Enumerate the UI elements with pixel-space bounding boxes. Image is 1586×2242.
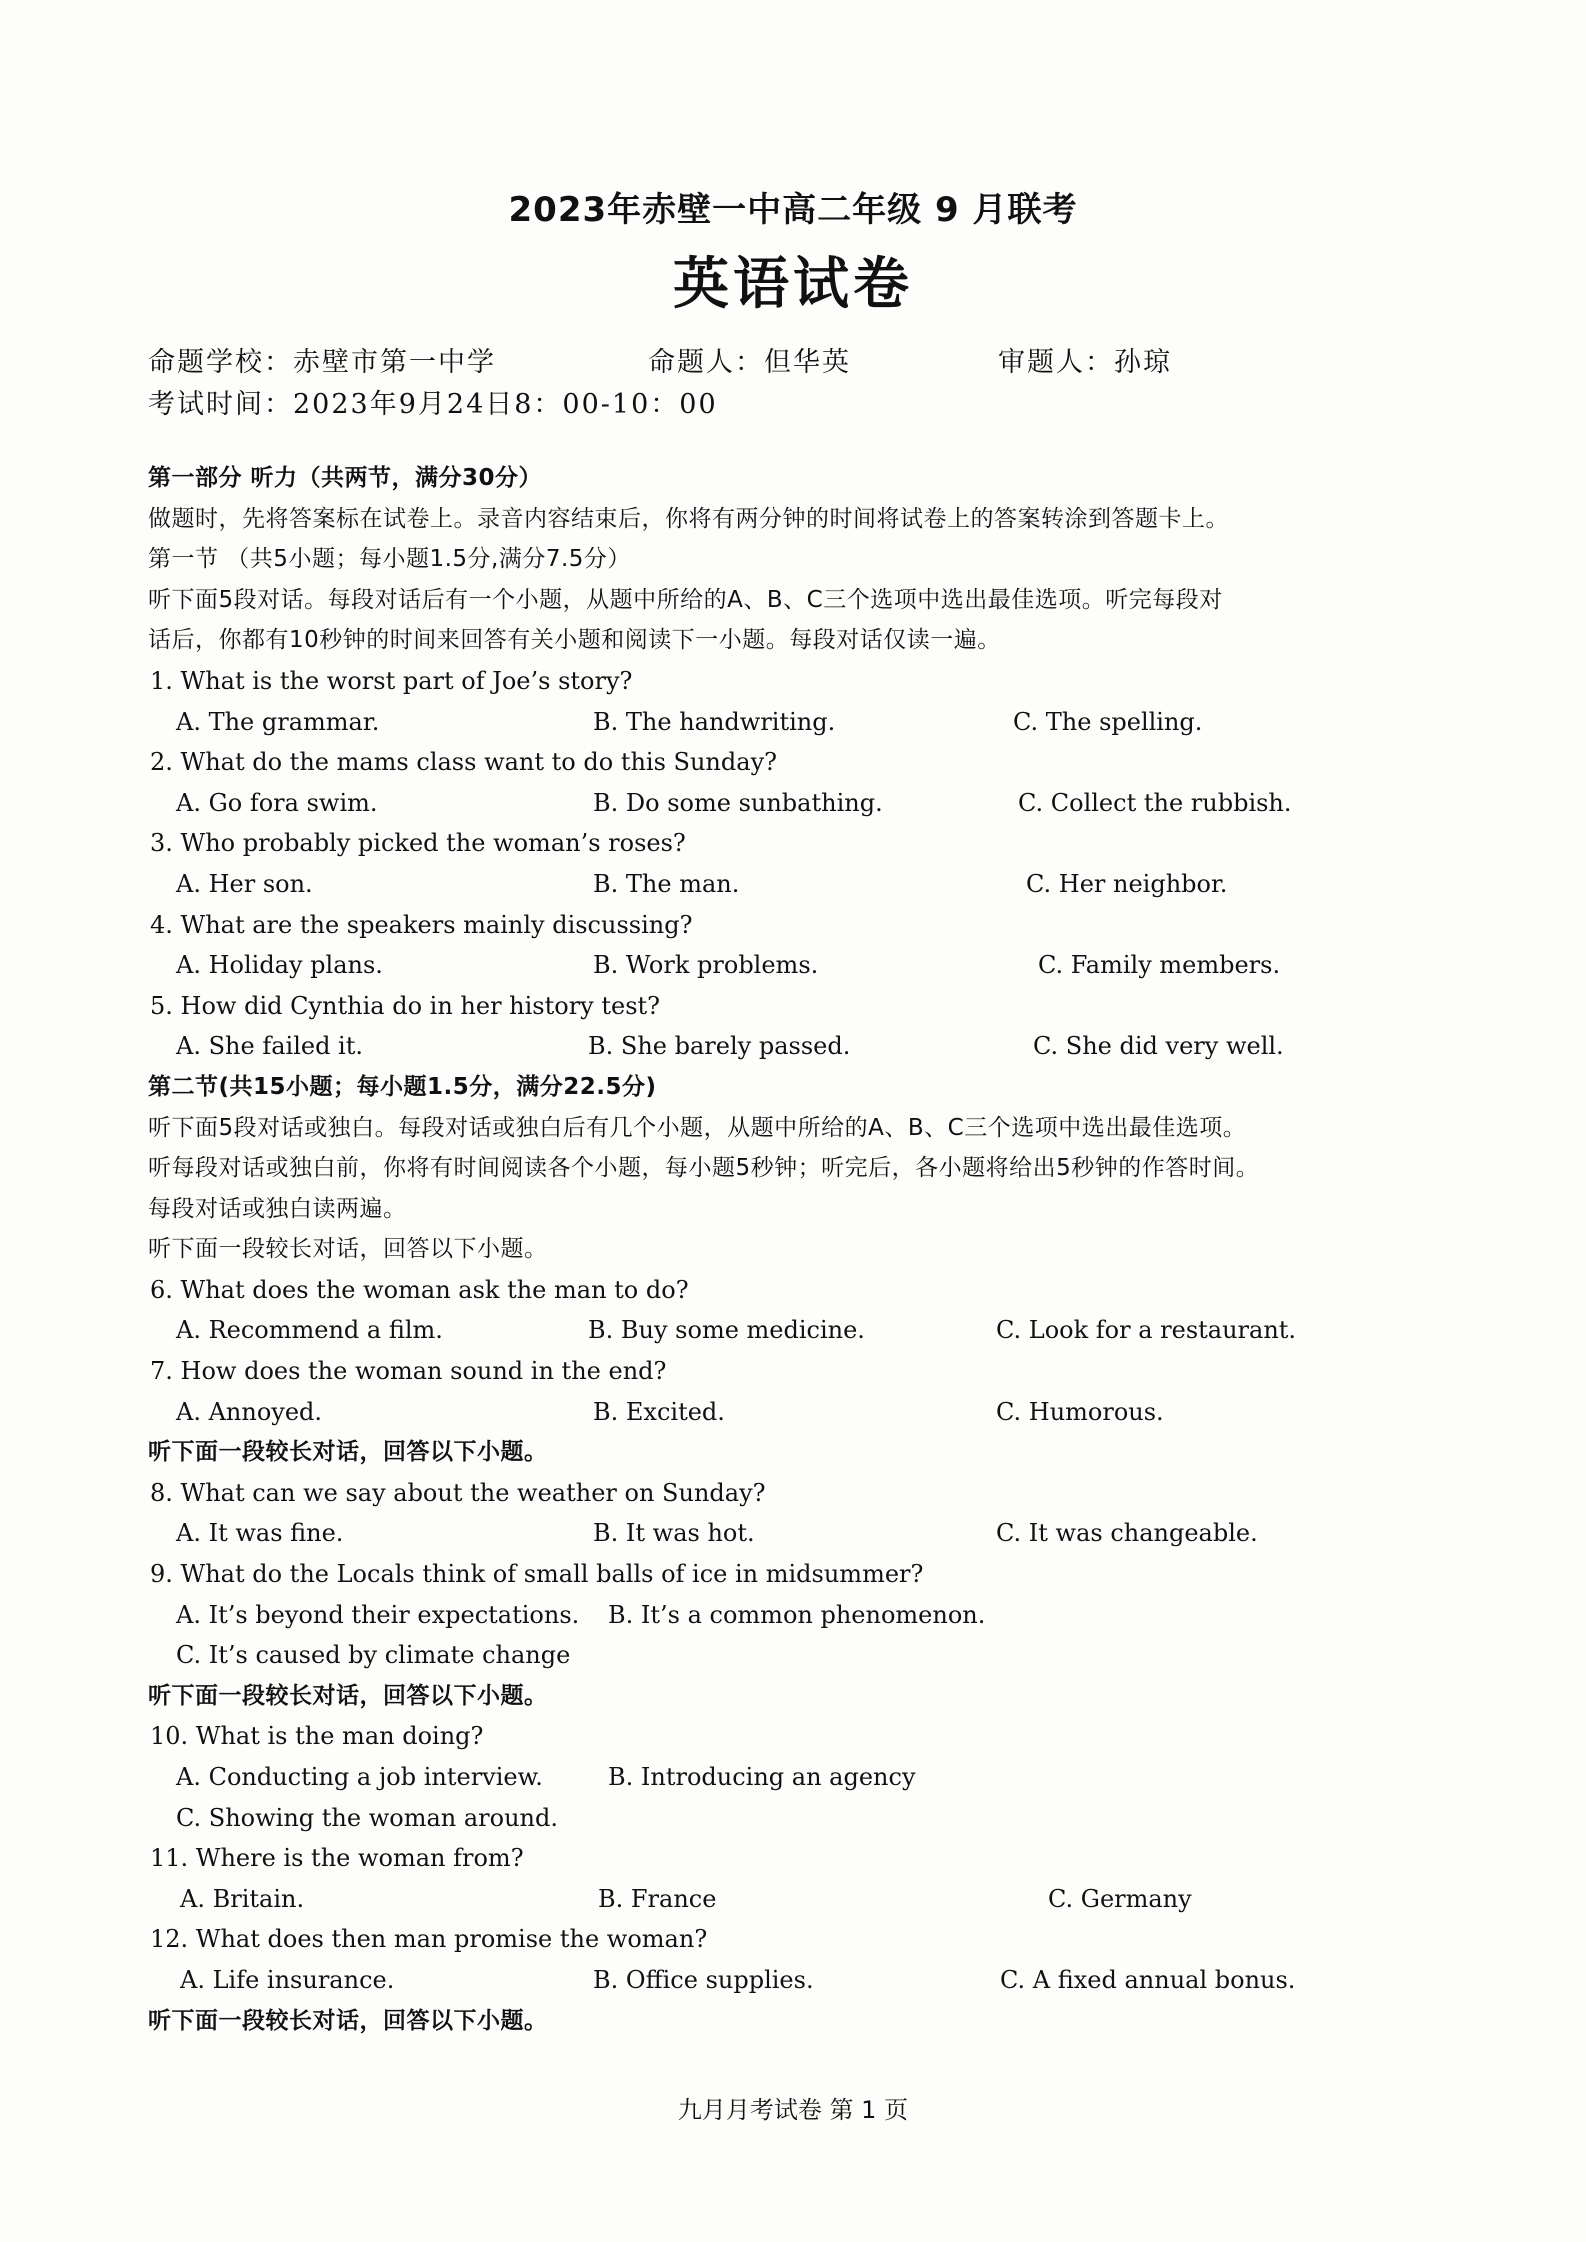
option-c: C. The spelling. — [1013, 707, 1203, 736]
section2-instruction: 每段对话或独白读两遍。 — [148, 1195, 407, 1222]
section1-heading: 第一节 （共5小题；每小题1.5分,满分7.5分） — [148, 546, 631, 573]
options-row — [148, 1635, 1488, 1676]
option-b: B. Do some sunbathing. — [593, 788, 883, 817]
option-b: B. It’s a common phenomenon. — [608, 1600, 986, 1629]
options-row — [148, 1392, 1488, 1433]
options-row — [148, 864, 1488, 905]
option-a: A. Life insurance. — [180, 1965, 395, 1994]
question-stem: 6. What does the woman ask the man to do? — [150, 1275, 689, 1304]
option-b: B. Office supplies. — [593, 1965, 814, 1994]
section2-heading: 第二节(共15小题；每小题1.5分，满分22.5分) — [148, 1073, 657, 1100]
part1-instruction: 做题时，先将答案标在试卷上。录音内容结束后，你将有两分钟的时间将试卷上的答案转涂到答题卡上。 — [148, 505, 1229, 532]
option-c: C. A fixed annual bonus. — [1000, 1965, 1296, 1994]
option-c: C. Her neighbor. — [1026, 869, 1228, 898]
option-c: C. Germany — [1048, 1884, 1192, 1913]
option-a: A. She failed it. — [176, 1032, 364, 1061]
option-a: A. Her son. — [176, 869, 313, 898]
page-footer: 九月月考试卷 第 1 页 — [677, 2096, 909, 2124]
options-row — [148, 1513, 1488, 1554]
option-b: B. The man. — [593, 869, 740, 898]
meta-reviewer: 审题人：孙琼 — [998, 347, 1172, 378]
option-a: A. The grammar. — [176, 707, 380, 736]
question-stem: 9. What do the Locals think of small balls of ice in midsummer? — [150, 1560, 924, 1589]
exam-title: 2023年赤壁一中高二年级 9 月联考 — [508, 190, 1078, 230]
question-stem: 10. What is the man doing? — [150, 1722, 484, 1751]
options-row — [148, 1310, 1488, 1351]
question-stem: 7. How does the woman sound in the end? — [150, 1357, 667, 1386]
question-stem: 4. What are the speakers mainly discussing? — [150, 910, 693, 939]
options-row — [148, 1595, 1488, 1636]
option-b: B. She barely passed. — [588, 1032, 851, 1061]
section1-instruction: 听下面5段对话。每段对话后有一个小题，从题中所给的A、B、C三个选项中选出最佳选项。听完每段对 — [148, 586, 1223, 613]
question-stem: 1. What is the worst part of Joe’s story? — [150, 666, 633, 695]
section2-instruction: 听下面5段对话或独白。每段对话或独白后有几个小题，从题中所给的A、B、C三个选项中选出最佳选项。 — [148, 1114, 1247, 1141]
option-b: B. Work problems. — [593, 951, 819, 980]
passage-intro: 听下面一段较长对话，回答以下小题。 — [148, 1439, 548, 1466]
option-a: A. It’s beyond their expectations. — [176, 1600, 580, 1629]
question-stem: 8. What can we say about the weather on Sunday? — [150, 1478, 766, 1507]
option-a: A. Britain. — [180, 1884, 305, 1913]
option-a: A. Holiday plans. — [176, 951, 383, 980]
meta-school: 命题学校：赤壁市第一中学 — [148, 347, 496, 378]
question-stem: 2. What do the mams class want to do this Sunday? — [150, 748, 777, 777]
option-c: C. Family members. — [1038, 951, 1281, 980]
option-c: C. Humorous. — [996, 1397, 1164, 1426]
option-b: B. It was hot. — [593, 1519, 755, 1548]
option-b: B. Introducing an agency — [608, 1763, 916, 1791]
option-c: C. It’s caused by climate change — [176, 1641, 571, 1670]
part1-heading: 第一部分 听力（共两节，满分30分） — [148, 465, 543, 491]
option-c: C. Collect the rubbish. — [1018, 788, 1292, 817]
passage-intro: 听下面一段较长对话，回答以下小题。 — [148, 2007, 548, 2034]
question-stem: 11. Where is the woman from? — [150, 1844, 524, 1873]
option-b: B. The handwriting. — [593, 707, 836, 736]
options-row — [148, 783, 1488, 824]
option-a: A. It was fine. — [176, 1519, 344, 1548]
option-b: B. France — [598, 1884, 717, 1913]
options-row — [148, 1798, 1488, 1839]
meta-time: 考试时间：2023年9月24日8：00-10：00 — [148, 389, 718, 420]
option-a: A. Go fora swim. — [176, 788, 378, 817]
option-c: C. It was changeable. — [996, 1519, 1258, 1548]
options-row — [148, 945, 1488, 986]
options-row — [148, 1026, 1488, 1067]
option-b: B. Buy some medicine. — [588, 1316, 865, 1345]
option-a: A. Recommend a film. — [176, 1316, 443, 1345]
passage-intro: 听下面一段较长对话，回答以下小题。 — [148, 1236, 548, 1263]
exam-subtitle: 英语试卷 — [673, 252, 913, 317]
question-stem: 5. How did Cynthia do in her history test? — [150, 991, 661, 1020]
option-c: C. She did very well. — [1033, 1032, 1284, 1061]
section1-instruction: 话后，你都有10秒钟的时间来回答有关小题和阅读下一小题。每段对话仅读一遍。 — [148, 627, 1001, 654]
options-row — [148, 1879, 1488, 1920]
question-stem: 12. What does then man promise the woman? — [150, 1925, 708, 1954]
meta-author: 命题人：但华英 — [648, 347, 851, 378]
option-b: B. Excited. — [593, 1397, 725, 1426]
option-a: A. Annoyed. — [176, 1397, 323, 1426]
options-row — [148, 1960, 1488, 2001]
exam-content — [148, 458, 1488, 2041]
option-c: C. Showing the woman around. — [176, 1803, 558, 1832]
options-row — [148, 702, 1488, 743]
option-c: C. Look for a restaurant. — [996, 1316, 1297, 1345]
options-row — [148, 1757, 1488, 1798]
option-a: A. Conducting a job interview. — [176, 1763, 543, 1791]
question-stem: 3. Who probably picked the woman’s roses? — [150, 829, 686, 858]
section2-instruction: 听每段对话或独白前，你将有时间阅读各个小题，每小题5秒钟；听完后，各小题将给出5秒钟的作答时间。 — [148, 1155, 1260, 1182]
passage-intro: 听下面一段较长对话，回答以下小题。 — [148, 1682, 548, 1709]
